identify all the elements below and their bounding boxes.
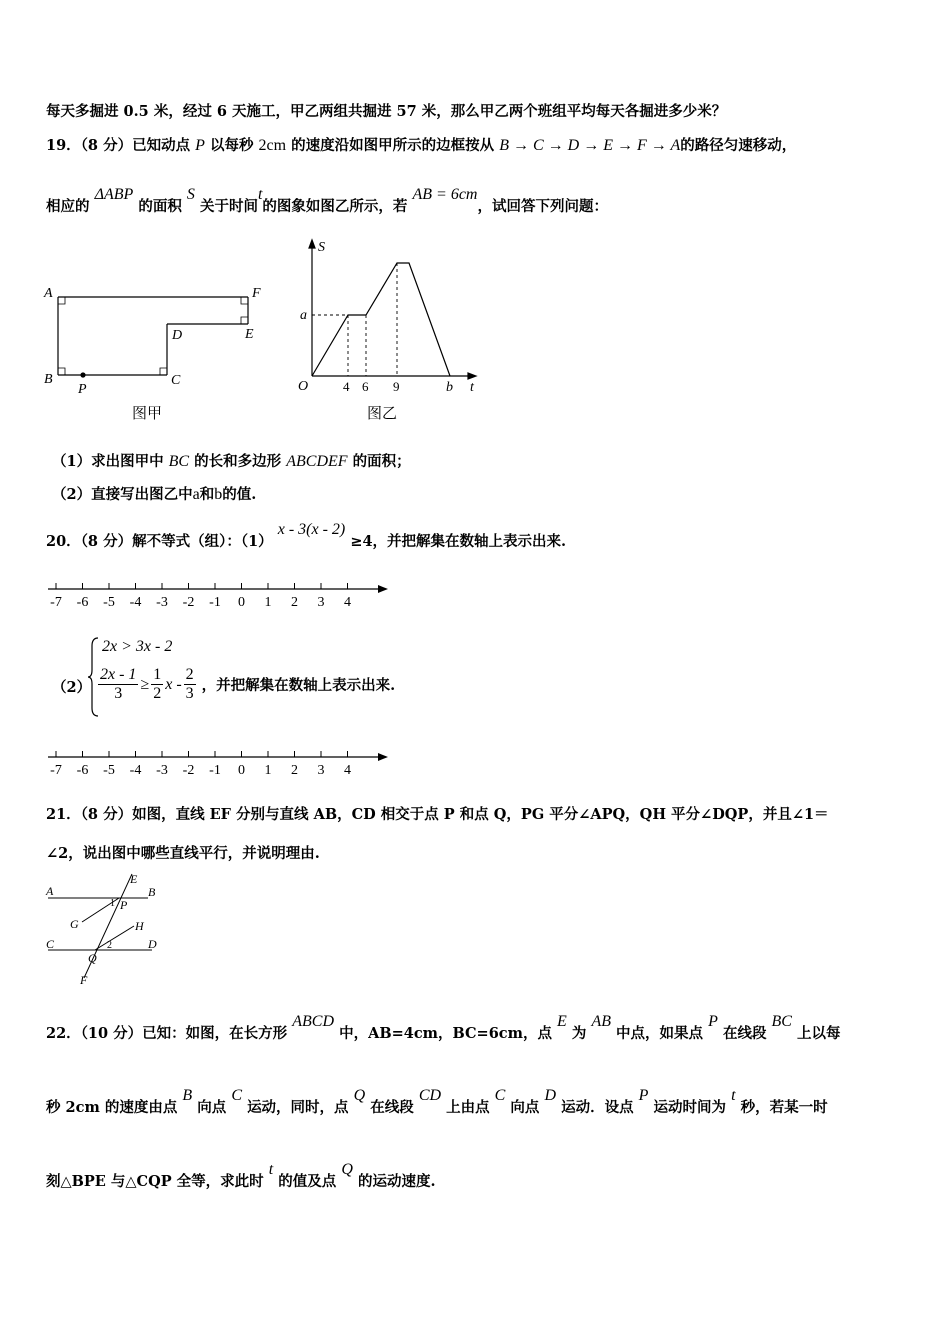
label-B: B xyxy=(44,372,53,387)
label-1: 1 xyxy=(110,898,115,909)
text: 向点 xyxy=(510,1099,540,1116)
text: 在线段 xyxy=(370,1099,414,1116)
math-D: D xyxy=(544,1087,557,1104)
tick-label: -4 xyxy=(129,763,142,778)
figure-q21 xyxy=(40,870,170,988)
den: 2 xyxy=(153,685,162,702)
text: ，并把解集在数轴上表示出来. xyxy=(201,677,396,694)
math-BC: BC xyxy=(168,453,190,470)
q20-line1 xyxy=(46,521,567,552)
text: 为 xyxy=(571,1025,587,1042)
label-t-axis: t xyxy=(470,380,474,395)
text: 解不等式（组）：（1） xyxy=(132,533,273,550)
tick-label: -6 xyxy=(76,595,89,610)
tick-label: -7 xyxy=(50,595,62,610)
num: 2x - 1 xyxy=(100,666,137,683)
text: 运动时间为 xyxy=(653,1099,726,1116)
tick-label: -1 xyxy=(209,595,221,610)
math-P: P xyxy=(638,1087,649,1104)
label-D: D xyxy=(172,328,183,343)
text: 的面积； xyxy=(352,453,411,470)
x-minus: x - xyxy=(165,675,182,693)
label-C: C xyxy=(46,937,55,951)
q20-part2 xyxy=(52,636,652,718)
math-expr1: x - 3(x - 2) xyxy=(277,521,346,538)
label-2: 2 xyxy=(107,940,112,951)
dashed-guides xyxy=(312,263,397,376)
text: 秒 2cm 的速度由点 xyxy=(46,1099,178,1116)
label-O: O xyxy=(298,379,309,394)
text: 运动，同时，点 xyxy=(247,1099,349,1116)
text: （2）直接写出图乙中 xyxy=(52,486,193,503)
q19-line1 xyxy=(46,136,796,156)
tick-label: 4 xyxy=(344,595,351,610)
num: 2 xyxy=(185,666,194,683)
text: 上由点 xyxy=(446,1099,490,1116)
tick-label: -1 xyxy=(209,763,221,778)
frac-2x-1 xyxy=(98,666,138,703)
q21-score: （8 分） xyxy=(80,806,133,823)
q22-number: 22． xyxy=(46,1025,81,1042)
s-t-graph xyxy=(312,263,450,376)
q22-line3 xyxy=(46,1161,436,1192)
tick-label: -5 xyxy=(103,763,115,778)
math-BC: BC xyxy=(771,1013,792,1030)
text: 秒，若某一时 xyxy=(740,1099,828,1116)
tick-label: 3 xyxy=(317,763,325,778)
label-E: E xyxy=(245,327,254,342)
text: 的速度沿如图甲所示的边框按从 xyxy=(291,137,495,154)
text: （2） xyxy=(52,679,92,696)
math-Q: Q xyxy=(341,1161,353,1178)
ray-QH xyxy=(95,926,134,950)
text: 运动．设点 xyxy=(561,1099,634,1116)
math-Q: Q xyxy=(353,1087,366,1104)
text: 的值及点 xyxy=(278,1173,337,1190)
axis-arrow xyxy=(378,585,388,593)
text: 的图象如图乙所示，若 xyxy=(262,198,408,215)
figure-jia xyxy=(40,280,280,430)
tick-label: 0 xyxy=(238,595,245,610)
caption-jia: 图甲 xyxy=(132,406,163,422)
math-B: B xyxy=(182,1087,193,1104)
text: 刻△BPE 与△CQP 全等，求此时 xyxy=(46,1173,264,1190)
den: 3 xyxy=(185,685,194,702)
tick-b: b xyxy=(446,380,453,395)
frac-2-3 xyxy=(184,666,196,703)
text: 的面积 xyxy=(138,198,182,215)
text: 和 xyxy=(199,486,215,503)
tick-label: 1 xyxy=(264,595,272,610)
q18-tail: 每天多掘进 0.5 米，经过 6 天施工，甲乙两组共掘进 57 米，那么甲乙两个班组平均每天各掘进多少米？ xyxy=(46,103,727,120)
label-H: H xyxy=(135,919,144,933)
axes xyxy=(309,240,476,379)
q22-line2 xyxy=(46,1087,828,1118)
label-F: F xyxy=(252,286,261,301)
number-line-1 xyxy=(44,575,394,611)
label-a: a xyxy=(300,308,307,323)
num: 1 xyxy=(153,666,162,683)
label-C: C xyxy=(171,373,181,388)
tick-9: 9 xyxy=(393,379,400,394)
q19-score: （8 分） xyxy=(80,137,133,154)
label-P: P xyxy=(120,898,128,912)
text: 已知动点 xyxy=(132,137,191,154)
right-angle-marks xyxy=(58,297,248,375)
label-B: B xyxy=(148,885,156,899)
tick-label: 0 xyxy=(238,763,245,778)
q19-number: 19． xyxy=(46,137,81,154)
tick-label: -2 xyxy=(182,595,195,610)
math-CD: CD xyxy=(418,1087,442,1104)
tick-label: 1 xyxy=(264,763,272,778)
math-E: E xyxy=(557,1013,567,1030)
text: 如图，直线 EF 分别与直线 AB，CD 相交于点 P 和点 Q，PG 平分∠APQ，QH 平分∠DQP，并且∠1＝ xyxy=(132,806,829,823)
label-A: A xyxy=(46,884,54,898)
math-C: C xyxy=(494,1087,506,1104)
math-triangle-abp: ΔABP xyxy=(94,186,134,203)
q19-part1 xyxy=(52,452,411,472)
math-path: B → C → D → E → F → A xyxy=(499,137,681,154)
text: 的长和多边形 xyxy=(194,453,282,470)
math-a: a xyxy=(192,486,200,503)
point-p-dot xyxy=(80,372,85,377)
math-AB: AB xyxy=(591,1013,611,1030)
den: 3 xyxy=(114,685,123,702)
tick-label: -5 xyxy=(103,595,115,610)
caption-yi: 图乙 xyxy=(367,406,398,422)
math-P: P xyxy=(708,1013,718,1030)
q19-line2 xyxy=(46,186,608,217)
text: 已知：如图，在长方形 xyxy=(142,1025,288,1042)
label-A: A xyxy=(44,286,53,301)
text: 在线段 xyxy=(722,1025,767,1042)
label-G: G xyxy=(70,917,79,931)
math-speed: 2cm xyxy=(258,137,287,154)
math-ABCDEF: ABCDEF xyxy=(286,453,348,470)
text: 向点 xyxy=(197,1099,227,1116)
math-ABCD: ABCD xyxy=(292,1013,335,1030)
text: ，试回答下列问题： xyxy=(477,198,608,215)
tick-label: 4 xyxy=(344,763,351,778)
q22-line1 xyxy=(46,1013,841,1044)
q22-score: （10 分） xyxy=(80,1025,143,1042)
math-S: S xyxy=(186,186,195,203)
tick-6: 6 xyxy=(362,379,369,394)
text: 关于时间 xyxy=(199,198,258,215)
tick-label: -7 xyxy=(50,763,62,778)
label-F: F xyxy=(80,973,88,987)
tick-label: -3 xyxy=(156,763,168,778)
tick-4: 4 xyxy=(343,379,350,394)
axis-arrow xyxy=(378,753,388,761)
math-C: C xyxy=(231,1087,242,1104)
text: ≥4，并把解集在数轴上表示出来. xyxy=(350,533,567,550)
tick-label: -2 xyxy=(182,763,195,778)
tick-label: -4 xyxy=(129,595,142,610)
label-S-axis: S xyxy=(318,240,325,255)
label-D: D xyxy=(148,937,157,951)
sys-line2 xyxy=(98,666,395,703)
q21-line2: ∠2，说出图中哪些直线平行，并说明理由. xyxy=(46,845,320,862)
q21-number: 21． xyxy=(46,806,81,823)
sys-line1: 2x > 3x - 2 xyxy=(102,638,173,655)
label-Q: Q xyxy=(88,951,97,965)
text: 中点，如果点 xyxy=(616,1025,704,1042)
label-P: P xyxy=(78,382,87,397)
text: 相应的 xyxy=(46,198,90,215)
tick-label: 2 xyxy=(291,595,298,610)
number-line-2 xyxy=(44,743,394,779)
text: 以每秒 xyxy=(209,137,254,154)
polygon-abcdef xyxy=(58,297,248,375)
text: 上以每 xyxy=(797,1025,841,1042)
q21-line1 xyxy=(46,805,829,825)
math-t: t xyxy=(268,1161,274,1178)
text: 的值. xyxy=(222,486,257,503)
label-E: E xyxy=(130,872,138,886)
text: 中，AB=4cm，BC=6cm，点 xyxy=(339,1025,552,1042)
ge: ≥ xyxy=(140,675,150,693)
q20-score: （8 分） xyxy=(80,533,133,550)
tick-label: -3 xyxy=(156,595,168,610)
text: 的路径匀速移动， xyxy=(680,137,797,154)
math-t: t xyxy=(257,186,263,203)
math-b: b xyxy=(214,486,223,503)
text: 的运动速度. xyxy=(357,1173,436,1190)
text: （1）求出图甲中 xyxy=(52,453,164,470)
tick-label: -6 xyxy=(76,763,89,778)
tick-label: 2 xyxy=(291,763,298,778)
q19-part2 xyxy=(52,485,256,505)
math-P: P xyxy=(195,137,205,154)
math-t: t xyxy=(731,1087,736,1104)
math-ab: AB = 6cm xyxy=(412,186,478,203)
tick-label: 3 xyxy=(317,595,325,610)
figure-yi xyxy=(292,234,492,430)
frac-1-2 xyxy=(151,666,163,703)
q20-number: 20． xyxy=(46,533,81,550)
